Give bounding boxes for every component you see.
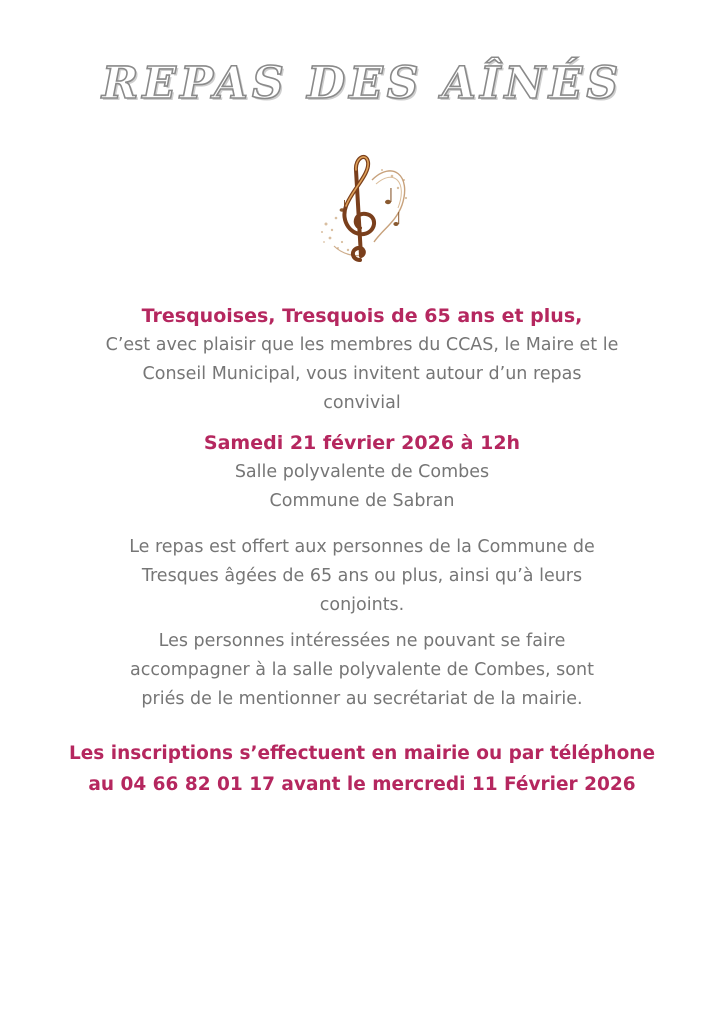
invitation-line: Conseil Municipal, vous invitent autour d’un repas xyxy=(142,364,582,384)
transport-section xyxy=(60,627,664,714)
invitation-section xyxy=(60,302,664,418)
offer-line: conjoints. xyxy=(319,595,405,615)
invitation-line: convivial xyxy=(323,393,401,413)
registration-section xyxy=(60,738,664,800)
offer-line: Le repas est offert aux personnes de la Commune de xyxy=(129,537,595,557)
flyer-title: REPAS DES AÎNÉS xyxy=(101,58,623,109)
greeting-line: Tresquoises, Tresquois de 65 ans et plus, xyxy=(141,305,583,327)
event-commune: Commune de Sabran xyxy=(269,491,455,511)
treble-clef-music-notes-icon xyxy=(312,150,416,268)
invitation-line: C’est avec plaisir que les membres du CCAS, le Maire et le xyxy=(105,335,619,355)
transport-line: Les personnes intéressées ne pouvant se faire xyxy=(158,631,566,651)
event-date: Samedi 21 février 2026 à 12h xyxy=(203,432,521,454)
offer-section xyxy=(60,533,664,620)
registration-line: au 04 66 82 01 17 avant le mercredi 11 Février 2026 xyxy=(88,774,636,795)
offer-line: Tresques âgées de 65 ans ou plus, ainsi qu’à leurs xyxy=(141,566,583,586)
event-section xyxy=(60,429,664,516)
transport-line: accompagner à la salle polyvalente de Combes, sont xyxy=(130,660,594,680)
registration-line: Les inscriptions s’effectuent en mairie ou par téléphone xyxy=(68,743,656,764)
event-venue: Salle polyvalente de Combes xyxy=(234,462,490,482)
transport-line: priés de le mentionner au secrétariat de la mairie. xyxy=(141,689,583,709)
